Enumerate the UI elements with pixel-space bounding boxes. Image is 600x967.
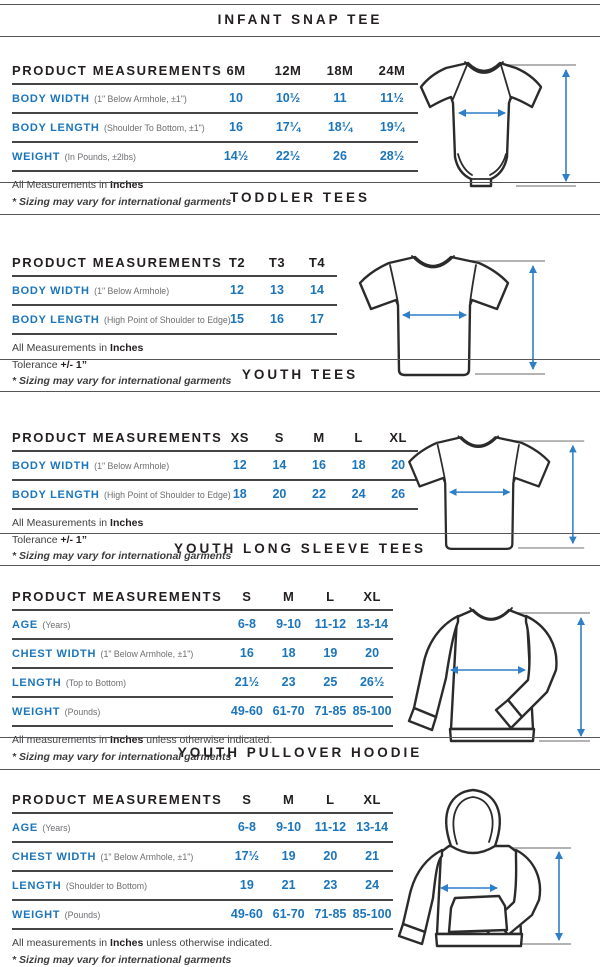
column-header: L [326, 792, 335, 807]
table-row [12, 84, 418, 113]
table-row [12, 276, 337, 305]
table-header-row [12, 788, 393, 813]
sizing-note: * Sizing may vary for international garments [12, 195, 232, 208]
row-label: BODY LENGTH [12, 122, 100, 134]
row-sublabel: (1" Below Armhole, ±1") [100, 649, 194, 659]
note-text: All measurements in [12, 734, 111, 746]
column-header: 6M [226, 63, 246, 78]
measurement-value: 15 [230, 312, 244, 326]
sizing-note: * Sizing may vary for international garments [12, 750, 232, 763]
column-header: L [354, 430, 363, 445]
measurement-value: 23 [281, 675, 296, 689]
size-table [12, 251, 337, 335]
column-header: S [242, 792, 252, 807]
row-label: WEIGHT [12, 151, 61, 163]
table-header-row [12, 59, 418, 84]
measurement-value: 28½ [379, 149, 405, 163]
size-table [12, 59, 418, 172]
column-header: L [326, 589, 335, 604]
table-row [12, 610, 393, 639]
row-label: BODY WIDTH [12, 460, 90, 472]
row-label-cell [12, 900, 226, 929]
note-bold: Inches [110, 517, 144, 529]
measurement-value: 14 [310, 283, 324, 297]
note-bold: Inches [110, 734, 144, 746]
measurement-value: 49-60 [230, 704, 263, 718]
measurement-value: 17½ [234, 849, 260, 863]
note-text: All measurements in [12, 937, 111, 949]
column-header: 12M [274, 63, 302, 78]
measurement-value: 20 [272, 487, 287, 501]
table-row [12, 142, 418, 171]
measurement-value: 9-10 [276, 617, 302, 631]
measurement-value: 22½ [275, 149, 301, 163]
row-label-cell [12, 639, 226, 668]
infant-snap-tee-illustration [414, 51, 579, 191]
measurement-value: 25 [323, 675, 338, 689]
measurement-value: 61-70 [272, 704, 305, 718]
table-header-row [12, 585, 393, 610]
table-row [12, 697, 393, 726]
column-header: M [313, 430, 325, 445]
row-sublabel: (High Point of Shoulder to Edge) [104, 315, 231, 325]
column-header: XL [389, 430, 407, 445]
note-text: unless otherwise indicated. [143, 937, 273, 949]
row-sublabel: (High Point of Shoulder to Edge) [104, 490, 231, 500]
measurement-value: 26 [391, 487, 406, 501]
sizing-note: * Sizing may vary for international garments [12, 953, 232, 966]
note-bold: +/- 1” [60, 358, 88, 371]
section-content [0, 566, 600, 764]
note-bold: Inches [110, 179, 144, 191]
measurement-value: 61-70 [272, 907, 305, 921]
sizing-note: * Sizing may vary for international garments [12, 550, 232, 563]
table-row [12, 639, 393, 668]
measurement-value: 12 [232, 458, 247, 472]
size-table [12, 585, 393, 727]
measurement-value: 49-60 [230, 907, 263, 921]
measurement-value: 85-100 [352, 704, 392, 718]
row-sublabel: (Shoulder To Bottom, ±1") [104, 123, 205, 133]
row-label: BODY LENGTH [12, 314, 100, 326]
hoodie-outline [399, 790, 540, 946]
measurement-value: 19 [281, 849, 296, 863]
row-label-cell [12, 305, 231, 334]
measurement-value: 26½ [359, 675, 385, 689]
size-table [12, 788, 393, 930]
table-header-row [12, 251, 337, 276]
measurement-value: 12 [230, 283, 244, 297]
column-header: 24M [378, 63, 406, 78]
measurement-value: 18¼ [327, 120, 353, 134]
measurement-value: 6-8 [237, 820, 256, 834]
measurement-value: 21 [365, 849, 380, 863]
table-row [12, 871, 393, 900]
section-youth-pullover-hoodie [0, 737, 600, 966]
measurement-value: 21½ [234, 675, 260, 689]
measurement-value: 19¼ [379, 120, 405, 134]
section-title-band [0, 4, 600, 37]
measurement-value: 24 [365, 878, 380, 892]
measurement-value: 11-12 [314, 617, 347, 631]
measurement-value: 21 [281, 878, 296, 892]
row-label: AGE [12, 822, 38, 834]
row-sublabel: (In Pounds, ±2lbs) [64, 152, 136, 162]
measurement-value: 20 [391, 458, 406, 472]
sizing-note: * Sizing may vary for international garments [12, 375, 232, 388]
row-label: LENGTH [12, 880, 62, 892]
row-sublabel: (1" Below Armhole) [94, 461, 170, 471]
row-label: AGE [12, 619, 38, 631]
section-title: YOUTH LONG SLEEVE TEES [173, 541, 427, 556]
row-sublabel: (Years) [42, 620, 71, 630]
column-header: XL [363, 792, 381, 807]
note-text: Tolerance [12, 358, 61, 371]
measurement-value: 85-100 [352, 907, 392, 921]
measurement-value: 17¼ [275, 120, 301, 134]
table-row [12, 451, 418, 480]
row-label: WEIGHT [12, 706, 61, 718]
measurement-value: 13 [270, 283, 284, 297]
section-title: INFANT SNAP TEE [217, 12, 383, 27]
row-label-cell [12, 610, 226, 639]
measurement-value: 10 [229, 91, 243, 105]
row-label-cell [12, 113, 210, 142]
column-header: 18M [326, 63, 354, 78]
measurement-value: 22 [312, 487, 326, 501]
row-label-cell [12, 142, 210, 171]
row-sublabel: (Pounds) [64, 707, 101, 717]
row-label-cell [12, 276, 217, 305]
row-sublabel: (Years) [42, 823, 71, 833]
measurement-value: 6-8 [237, 617, 256, 631]
measurement-value: 14 [272, 458, 287, 472]
table-row [12, 813, 393, 842]
measurement-value: 20 [323, 849, 338, 863]
row-label-cell [12, 813, 226, 842]
row-sublabel: (Shoulder to Bottom) [65, 881, 148, 891]
section-title: YOUTH TEES [241, 367, 359, 382]
measurement-value: 24 [351, 487, 366, 501]
table-row [12, 305, 337, 334]
row-label-cell [12, 668, 226, 697]
column-header: XL [363, 589, 381, 604]
measurement-value: 18 [232, 487, 247, 501]
measurement-value: 14½ [223, 149, 249, 163]
row-sublabel: (1" Below Armhole) [94, 286, 170, 296]
measurement-value: 16 [239, 646, 254, 660]
table-header-label: PRODUCT MEASUREMENTS [12, 589, 223, 604]
measurement-value: 20 [365, 646, 380, 660]
column-header: S [274, 430, 284, 445]
long-sleeve-tee-outline [409, 608, 556, 741]
measurement-value: 71-85 [314, 704, 347, 718]
table-row [12, 480, 418, 509]
measurement-value: 16 [270, 312, 284, 326]
column-header: XS [230, 430, 249, 445]
row-label: CHEST WIDTH [12, 851, 97, 863]
row-label: BODY WIDTH [12, 285, 90, 297]
measurement-value: 11 [333, 91, 347, 105]
measurement-value: 23 [323, 878, 338, 892]
table-row [12, 900, 393, 929]
onesie-outline [421, 62, 541, 186]
measurement-value: 18 [351, 458, 366, 472]
measurement-value: 10½ [275, 91, 301, 105]
table-header-label: PRODUCT MEASUREMENTS [12, 792, 223, 807]
measurement-value: 26 [333, 149, 347, 163]
column-header: T2 [228, 255, 246, 270]
table-row [12, 668, 393, 697]
column-header: T3 [268, 255, 286, 270]
row-label-cell [12, 697, 226, 726]
row-label: LENGTH [12, 677, 62, 689]
measurement-value: 16 [229, 120, 243, 134]
row-label: WEIGHT [12, 909, 61, 921]
column-header: M [282, 589, 295, 604]
table-header-label: PRODUCT MEASUREMENTS [12, 430, 223, 445]
youth-pullover-hoodie-illustration [375, 786, 575, 958]
note-bold: +/- 1” [60, 533, 88, 546]
row-sublabel: (Top to Bottom) [65, 678, 127, 688]
row-label-cell [12, 842, 226, 871]
note-text: All Measurements in [12, 342, 111, 354]
section-title-band [0, 533, 600, 566]
column-header: S [242, 589, 252, 604]
table-header-row [12, 426, 418, 451]
note-text: All Measurements in [12, 179, 111, 191]
row-label: BODY WIDTH [12, 93, 90, 105]
section-title-band [0, 182, 600, 215]
measurement-value: 9-10 [276, 820, 302, 834]
table-header-label: PRODUCT MEASUREMENTS [12, 255, 223, 270]
measurement-value: 19 [323, 646, 338, 660]
note-bold: Inches [110, 342, 144, 354]
size-table [12, 426, 418, 510]
measurement-value: 16 [312, 458, 326, 472]
note-bold: Inches [110, 937, 144, 949]
section-title-band [0, 359, 600, 392]
row-label-cell [12, 871, 226, 900]
table-header-label: PRODUCT MEASUREMENTS [12, 63, 223, 78]
measurement-value: 13-14 [356, 617, 389, 631]
measurement-value: 71-85 [314, 907, 347, 921]
measurement-value: 17 [310, 312, 324, 326]
measurement-value: 11½ [380, 91, 404, 105]
row-label: CHEST WIDTH [12, 648, 97, 660]
measurement-value: 19 [239, 878, 254, 892]
table-row [12, 113, 418, 142]
column-header: T4 [308, 255, 326, 270]
measurement-value: 11-12 [314, 820, 347, 834]
table-row [12, 842, 393, 871]
row-label: BODY LENGTH [12, 489, 100, 501]
row-sublabel: (1" Below Armhole, ±1") [94, 94, 187, 104]
row-label-cell [12, 84, 210, 113]
section-content [0, 770, 600, 967]
column-header: M [282, 792, 295, 807]
section-title-band [0, 737, 600, 770]
note-text: Tolerance [12, 533, 61, 546]
section-title: TODDLER TEES [229, 190, 370, 205]
section-title: YOUTH PULLOVER HOODIE [177, 745, 423, 760]
row-label-cell [12, 480, 231, 509]
measurement-value: 13-14 [356, 820, 389, 834]
row-sublabel: (Pounds) [64, 910, 101, 920]
row-label-cell [12, 451, 220, 480]
row-sublabel: (1" Below Armhole, ±1") [100, 852, 194, 862]
note-text: All Measurements in [12, 517, 111, 529]
measurement-value: 18 [281, 646, 296, 660]
note-text: unless otherwise indicated. [143, 734, 273, 746]
